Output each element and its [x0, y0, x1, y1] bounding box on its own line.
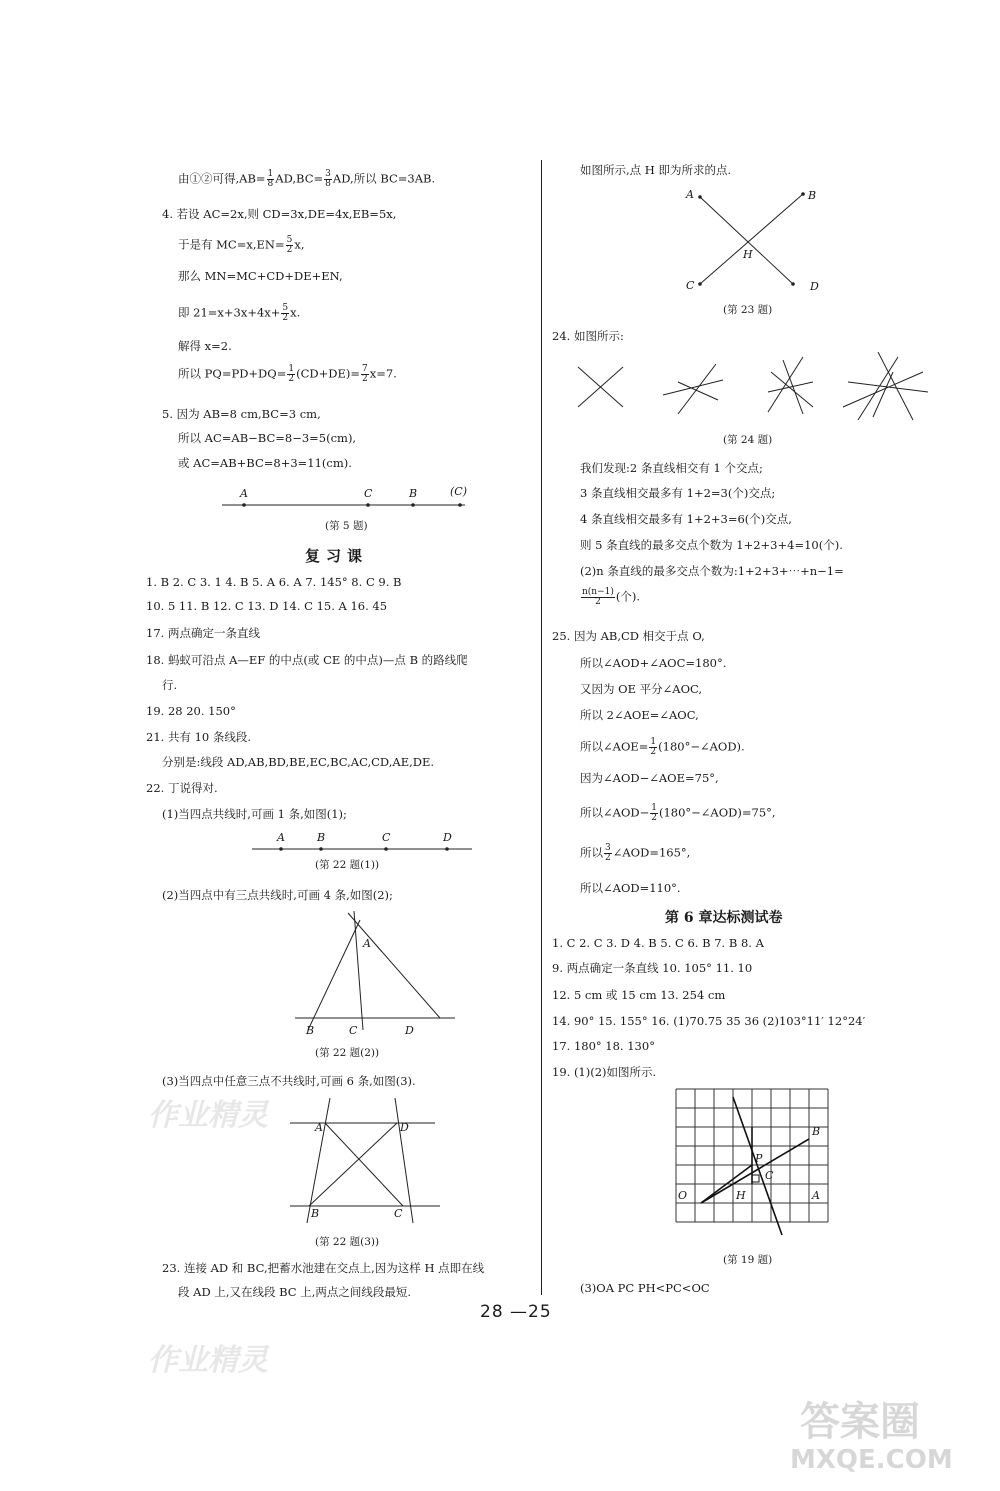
answer-line: 10. 5 11. B 12. C 13. D 14. C 15. A 16. 45 [146, 599, 388, 613]
text-line: 25. 因为 AB,CD 相交于点 O, [552, 629, 705, 643]
fig23-label-c: C [686, 279, 695, 292]
fig23-label-d: D [810, 280, 819, 293]
text-line: 于是有 MC=x,EN= $\frac{5}{2}$ x, [178, 235, 305, 255]
text-line: 5. 因为 AB=8 cm,BC=3 cm, [162, 407, 321, 421]
figure-caption: (第 22 题(2)) [315, 1047, 380, 1059]
fig22c-label-c: C [394, 1207, 403, 1220]
figure-22-2 [290, 908, 460, 1038]
text-line: 因为∠AOD−∠AOE=75°, [580, 771, 719, 785]
answer-line: (3)当四点中任意三点不共线时,可画 6 条,如图(3). [162, 1074, 416, 1088]
figure-caption: (第 22 题(3)) [315, 1236, 380, 1248]
text-line: 解得 x=2. [178, 339, 232, 353]
text-line: 由①②可得,AB= $\frac{1}{8}$ AD,BC= $\frac{3}{8}$ AD,所以 BC=3AB. [178, 169, 436, 189]
text-line: 所以∠AOD=110°. [580, 881, 681, 895]
answer-line: (2)当四点中有三点共线时,可画 4 条,如图(2); [162, 888, 393, 902]
answer-line: 12. 5 cm 或 15 cm 13. 254 cm [552, 988, 726, 1002]
figure-22-3 [285, 1093, 445, 1228]
figure-caption: (第 19 题) [723, 1254, 773, 1266]
text-line: $\frac{n(n-1)}{2}$ (个). [582, 587, 641, 607]
watermark: 作业精灵 [148, 1343, 268, 1378]
answer-line: 段 AD 上,又在线段 BC 上,两点之间线段最短. [178, 1285, 412, 1299]
text-line: 所以∠AOD− $\frac{1}{2}$ (180°−∠AOD)=75°, [580, 803, 776, 823]
answer-line: 19. (1)(2)如图所示. [552, 1065, 657, 1079]
answer-line: 14. 90° 15. 155° 16. (1)70.75 35 36 (2)103°11′ 12°24′ [552, 1014, 866, 1028]
fig19-label-a: A [812, 1189, 820, 1202]
figure-23 [678, 184, 828, 294]
text-line: 则 5 条直线的最多交点个数为 1+2+3+4=10(个). [580, 538, 843, 552]
answer-line: 18. 蚂蚁可沿点 A—EF 的中点(或 CE 的中点)—点 B 的路线爬 [146, 653, 468, 667]
text-line: (2)n 条直线的最多交点个数为:1+2+3+⋯+n−1= [580, 564, 844, 578]
answer-line: 1. C 2. C 3. D 4. B 5. C 6. B 7. B 8. A [552, 936, 764, 950]
figure-caption: (第 24 题) [723, 434, 773, 446]
answer-line: 19. 28 20. 150° [146, 704, 236, 718]
answer-line: 21. 共有 10 条线段. [146, 730, 252, 744]
answer-line: 17. 两点确定一条直线 [146, 626, 260, 640]
text-line: 所以 $\frac{3}{2}$ ∠AOD=165°, [580, 843, 691, 863]
figure-5 [220, 480, 480, 512]
text-line: 我们发现:2 条直线相交有 1 个交点; [580, 461, 763, 475]
fig19-label-p: P [755, 1152, 763, 1165]
text-line: 24. 如图所示: [552, 329, 624, 343]
watermark: 作业精灵 [148, 1098, 268, 1133]
answer-line: (1)当四点共线时,可画 1 条,如图(1); [162, 807, 347, 821]
fig22b-label-d: D [405, 1024, 414, 1037]
fig23-label-h: H [743, 248, 753, 261]
text-line: 3 条直线相交最多有 1+2=3(个)交点; [580, 486, 776, 500]
answer-line: 1. B 2. C 3. 1 4. B 5. A 6. A 7. 145° 8. C 9. B [146, 575, 402, 589]
text-line: 即 21=x+3x+4x+ $\frac{5}{2}$ x. [178, 303, 301, 323]
figure-24 [568, 352, 948, 427]
fig19-label-h: H [736, 1189, 746, 1202]
text-line: 所以 AC=AB−BC=8−3=5(cm), [178, 431, 357, 445]
fig23-label-b: B [808, 189, 817, 202]
answer-line: 23. 连接 AD 和 BC,把蓄水池建在交点上,因为这样 H 点即在线 [162, 1261, 485, 1275]
fig22a-label-a: A [277, 831, 285, 844]
section-heading: 第 6 章达标测试卷 [665, 910, 783, 926]
fig22b-label-b: B [306, 1024, 315, 1037]
figure-22-1 [250, 828, 475, 856]
answer-line: (3)OA PC PH<PC<OC [580, 1281, 710, 1295]
answer-line: 17. 180° 18. 130° [552, 1039, 655, 1053]
text-line: 所以∠AOD+∠AOC=180°. [580, 656, 727, 670]
figure-19-grid [674, 1087, 834, 1247]
fig19-label-b: B [812, 1125, 821, 1138]
text-line: 4. 若设 AC=2x,则 CD=3x,DE=4x,EB=5x, [162, 207, 397, 221]
text-line: 又因为 OE 平分∠AOC, [580, 682, 703, 696]
fig22b-label-c: C [349, 1024, 358, 1037]
fig22b-label-a: A [363, 937, 371, 950]
text-line: 所以 2∠AOE=∠AOC, [580, 708, 699, 722]
fig5-label-c: C [364, 487, 373, 500]
answer-line: 22. 丁说得对. [146, 781, 218, 795]
figure-caption: (第 22 题(1)) [315, 859, 380, 871]
text-line: 所以 PQ=PD+DQ= $\frac{1}{2}$ (CD+DE)= $\frac{7}{2}$ x=7. [178, 364, 397, 384]
fig22a-label-d: D [443, 831, 452, 844]
page-number: 28 —25 [480, 1302, 552, 1322]
fig22a-label-b: B [317, 831, 326, 844]
text-line: 那么 MN=MC+CD+DE+EN, [178, 269, 343, 283]
fig22a-label-c: C [382, 831, 391, 844]
fig22c-label-d: D [400, 1121, 409, 1134]
answer-line: 分别是:线段 AD,AB,BD,BE,EC,BC,AC,CD,AE,DE. [162, 755, 435, 769]
fig5-label-c2: (C) [450, 485, 467, 498]
fig23-label-a: A [686, 188, 694, 201]
watermark-url: MXQE.COM [790, 1445, 953, 1475]
answer-line: 9. 两点确定一条直线 10. 105° 11. 10 [552, 961, 753, 975]
section-heading: 复习课 [305, 547, 369, 565]
fig19-label-o: O [678, 1189, 688, 1202]
answer-line: 行. [162, 678, 178, 692]
text-line: 所以∠AOE= $\frac{1}{2}$ (180°−∠AOD). [580, 737, 745, 757]
figure-caption: (第 23 题) [723, 304, 773, 316]
column-divider [541, 160, 542, 1295]
fig19-label-c: C [765, 1169, 774, 1182]
fig22c-label-a: A [315, 1121, 323, 1134]
watermark-logo: 答案圈 [800, 1399, 920, 1445]
text-line: 如图所示,点 H 即为所求的点. [580, 163, 732, 177]
figure-caption: (第 5 题) [325, 520, 368, 532]
fig5-label-a: A [240, 487, 248, 500]
text-line: 4 条直线相交最多有 1+2+3=6(个)交点, [580, 512, 792, 526]
fig5-label-b: B [409, 487, 418, 500]
text-line: 或 AC=AB+BC=8+3=11(cm). [178, 456, 352, 470]
fig22c-label-b: B [311, 1207, 320, 1220]
